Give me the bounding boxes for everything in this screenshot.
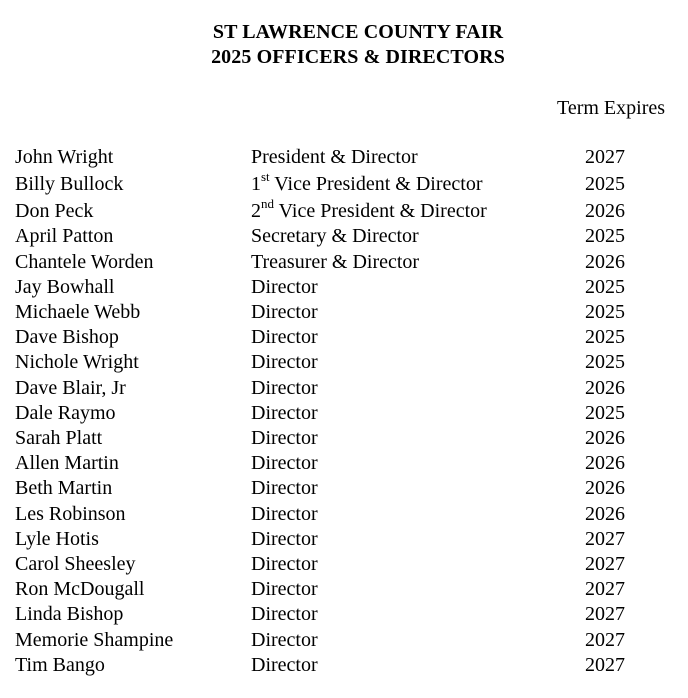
list-item — [0, 350, 688, 375]
officer-name: Chantele Worden — [15, 251, 154, 273]
officer-name: Don Peck — [15, 200, 94, 222]
position-ordinal-number: 1 — [251, 173, 261, 195]
officer-position: Director — [251, 477, 318, 499]
officer-position: Director — [251, 351, 318, 373]
term-expires-year: 2027 — [585, 528, 625, 550]
officer-position — [251, 169, 483, 197]
list-item — [0, 300, 688, 325]
officer-name: Memorie Shampine — [15, 629, 174, 651]
term-expires-year: 2026 — [585, 503, 625, 525]
officer-position: Director — [251, 326, 318, 348]
officer-position: Director — [251, 503, 318, 525]
term-expires-year: 2025 — [585, 225, 625, 247]
term-expires-year: 2025 — [585, 351, 625, 373]
list-item — [0, 401, 688, 426]
list-item — [0, 250, 688, 275]
term-expires-year: 2027 — [585, 629, 625, 651]
officer-name: Ron McDougall — [15, 578, 145, 600]
officer-name: Billy Bullock — [15, 173, 124, 195]
term-expires-year: 2025 — [585, 276, 625, 298]
position-title: Vice President & Director — [274, 200, 487, 222]
position-ordinal-number: 2 — [251, 200, 261, 222]
term-expires-year: 2025 — [585, 301, 625, 323]
officer-name: John Wright — [15, 146, 114, 168]
officer-name: Sarah Platt — [15, 427, 103, 449]
officer-name: Beth Martin — [15, 477, 113, 499]
list-item — [0, 527, 688, 552]
list-item — [0, 224, 688, 249]
officer-position: Director — [251, 377, 318, 399]
officer-position: Director — [251, 629, 318, 651]
officer-name: Les Robinson — [15, 503, 126, 525]
list-item — [0, 196, 688, 224]
officer-position: Treasurer & Director — [251, 251, 420, 273]
officer-name: Dale Raymo — [15, 402, 116, 424]
officer-position: Director — [251, 654, 318, 676]
list-item — [0, 502, 688, 527]
term-expires-year: 2027 — [585, 654, 625, 676]
term-expires-header: Term Expires — [557, 97, 666, 119]
officer-position: Secretary & Director — [251, 225, 419, 247]
officer-position — [251, 196, 487, 224]
officer-name: Allen Martin — [15, 452, 119, 474]
list-item — [0, 476, 688, 501]
document-subtitle: 2025 OFFICERS & DIRECTORS — [211, 46, 505, 68]
document-title: ST LAWRENCE COUNTY FAIR — [212, 21, 504, 43]
term-expires-year: 2027 — [585, 146, 625, 168]
list-item — [0, 552, 688, 577]
list-item — [0, 577, 688, 602]
list-item — [0, 653, 688, 678]
officer-position: Director — [251, 553, 318, 575]
list-item — [0, 275, 688, 300]
list-item — [0, 602, 688, 627]
term-expires-year: 2027 — [585, 603, 625, 625]
officer-position: President & Director — [251, 146, 418, 168]
term-expires-year: 2025 — [585, 173, 625, 195]
officer-position: Director — [251, 301, 318, 323]
term-expires-year: 2026 — [585, 377, 625, 399]
position-title: Vice President & Director — [269, 173, 483, 195]
officer-position: Director — [251, 427, 318, 449]
term-expires-year: 2026 — [585, 427, 625, 449]
list-item — [0, 169, 688, 197]
list-item — [0, 376, 688, 401]
term-expires-year: 2026 — [585, 477, 625, 499]
officer-position: Director — [251, 452, 318, 474]
list-item — [0, 451, 688, 476]
list-item — [0, 426, 688, 451]
officer-name: Dave Blair, Jr — [15, 377, 126, 399]
officer-position: Director — [251, 528, 318, 550]
officer-name: Jay Bowhall — [15, 276, 115, 298]
officer-position: Director — [251, 402, 318, 424]
position-ordinal-suffix: st — [261, 169, 270, 185]
term-expires-year: 2025 — [585, 326, 625, 348]
list-item — [0, 628, 688, 653]
officer-name: Michaele Webb — [15, 301, 141, 323]
officer-name: Nichole Wright — [15, 351, 139, 373]
officer-position: Director — [251, 578, 318, 600]
term-expires-year: 2027 — [585, 553, 625, 575]
position-ordinal-suffix: nd — [261, 196, 274, 212]
officer-position: Director — [251, 603, 318, 625]
list-item — [0, 145, 688, 170]
officer-name: April Patton — [15, 225, 114, 247]
term-expires-year: 2027 — [585, 578, 625, 600]
term-expires-year: 2025 — [585, 402, 625, 424]
officer-position: Director — [251, 276, 318, 298]
term-expires-year: 2026 — [585, 251, 625, 273]
officer-name: Carol Sheesley — [15, 553, 136, 575]
officer-name: Lyle Hotis — [15, 528, 99, 550]
list-item — [0, 325, 688, 350]
officer-name: Linda Bishop — [15, 603, 124, 625]
officer-name: Tim Bango — [15, 654, 105, 676]
term-expires-year: 2026 — [585, 452, 625, 474]
officer-name: Dave Bishop — [15, 326, 119, 348]
term-expires-year: 2026 — [585, 200, 625, 222]
